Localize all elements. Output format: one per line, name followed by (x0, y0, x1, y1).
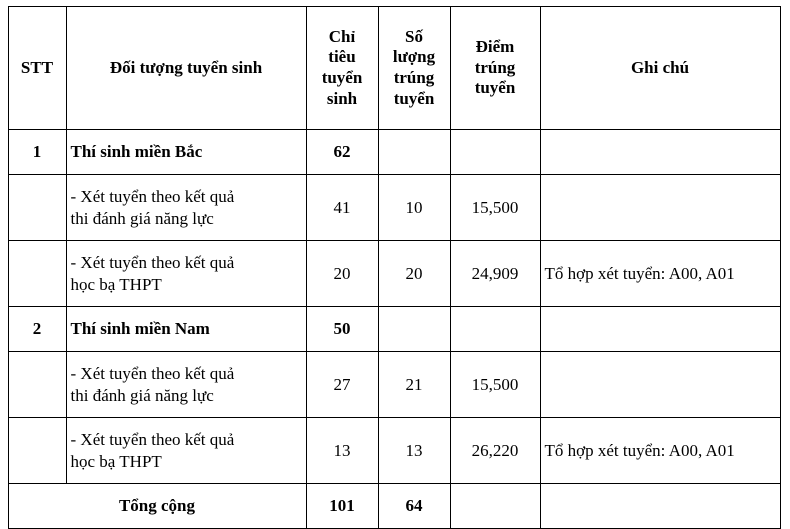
cell-stt: 2 (8, 307, 66, 352)
table-header-row (8, 7, 780, 130)
cell-note (540, 307, 780, 352)
cell-stt: 1 (8, 130, 66, 175)
cell-count (378, 307, 450, 352)
cell-total-note (540, 484, 780, 529)
cell-quota: 20 (306, 241, 378, 307)
admissions-results-table (8, 6, 781, 529)
cell-total-quota: 101 (306, 484, 378, 529)
cell-quota: 27 (306, 352, 378, 418)
cell-stt (8, 241, 66, 307)
table-row (8, 307, 780, 352)
cell-score: 15,500 (450, 352, 540, 418)
column-header-stt: STT (8, 7, 66, 130)
cell-total-count: 64 (378, 484, 450, 529)
cell-objective: Thí sinh miền Nam (66, 307, 306, 352)
cell-quota: 13 (306, 418, 378, 484)
table-row (8, 175, 780, 241)
cell-objective (66, 175, 306, 241)
cell-stt (8, 418, 66, 484)
column-header-quota: Chỉ tiêu tuyển sinh (306, 7, 378, 130)
cell-count (378, 130, 450, 175)
cell-note (540, 175, 780, 241)
cell-count: 20 (378, 241, 450, 307)
cell-objective: Thí sinh miền Bắc (66, 130, 306, 175)
column-header-admitted-count: Số lượng trúng tuyển (378, 7, 450, 130)
cell-count: 13 (378, 418, 450, 484)
cell-count: 21 (378, 352, 450, 418)
cell-score (450, 130, 540, 175)
table-row (8, 418, 780, 484)
cell-count: 10 (378, 175, 450, 241)
cell-note (540, 352, 780, 418)
cell-note: Tổ hợp xét tuyển: A00, A01 (540, 241, 780, 307)
table-row (8, 352, 780, 418)
cell-total-label: Tổng cộng (8, 484, 306, 529)
cell-objective-line1: - Xét tuyển theo kết quả (70, 364, 235, 384)
cell-objective-line2: học bạ THPT (70, 274, 162, 294)
cell-objective-line2: thi đánh giá năng lực (70, 385, 214, 405)
cell-note: Tổ hợp xét tuyển: A00, A01 (540, 418, 780, 484)
table-body (8, 130, 780, 529)
cell-objective-line2: học bạ THPT (70, 451, 162, 471)
table-total-row (8, 484, 780, 529)
cell-objective (66, 241, 306, 307)
cell-objective-line1: - Xét tuyển theo kết quả (70, 253, 235, 273)
cell-total-score (450, 484, 540, 529)
cell-score: 24,909 (450, 241, 540, 307)
table-row (8, 241, 780, 307)
cell-score (450, 307, 540, 352)
cell-quota: 41 (306, 175, 378, 241)
cell-score: 26,220 (450, 418, 540, 484)
cell-objective-line1: - Xét tuyển theo kết quả (70, 187, 235, 207)
table-row (8, 130, 780, 175)
cell-objective (66, 352, 306, 418)
column-header-objective: Đối tượng tuyển sinh (66, 7, 306, 130)
cell-objective (66, 418, 306, 484)
cell-objective-line2: thi đánh giá năng lực (70, 208, 214, 228)
cell-stt (8, 352, 66, 418)
column-header-benchmark-score: Điểm trúng tuyển (450, 7, 540, 130)
cell-objective-line1: - Xét tuyển theo kết quả (70, 430, 235, 450)
column-header-note: Ghi chú (540, 7, 780, 130)
cell-note (540, 130, 780, 175)
table-header (8, 7, 780, 130)
cell-stt (8, 175, 66, 241)
cell-quota: 50 (306, 307, 378, 352)
cell-score: 15,500 (450, 175, 540, 241)
cell-quota: 62 (306, 130, 378, 175)
